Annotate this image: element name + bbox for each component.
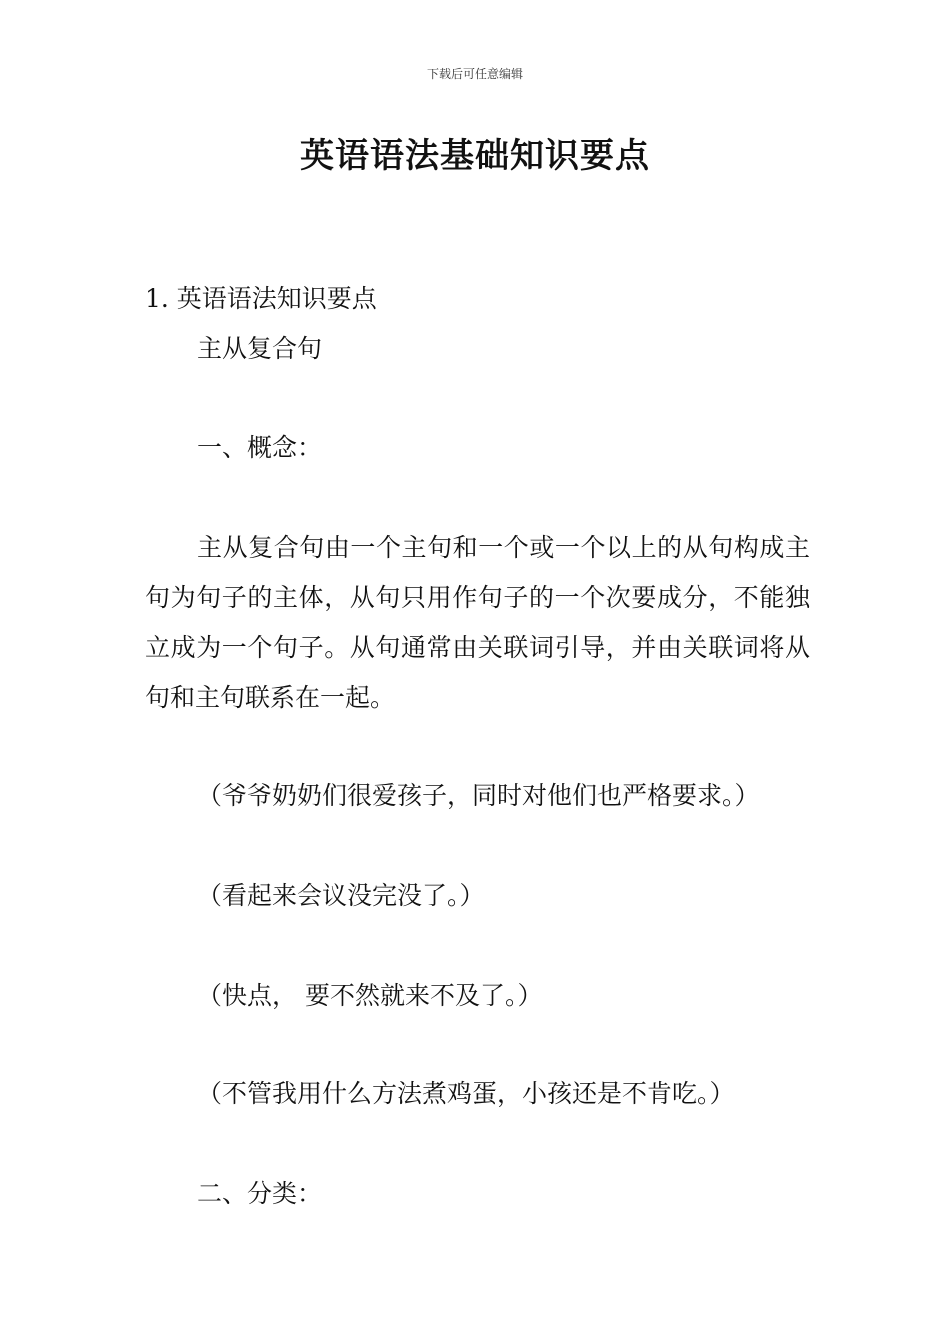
section-heading: 1. 英语语法知识要点 (145, 284, 377, 313)
example-sentence: （快点， 要不然就来不及了。） (197, 981, 543, 1010)
concept-heading: 一、概念： (197, 433, 323, 462)
example-sentence: （看起来会议没完没了。） (197, 881, 485, 910)
document-title: 英语语法基础知识要点 (300, 136, 650, 176)
concept-paragraph: 主从复合句由一个主句和一个或一个以上的从句构成主句为句子的主体，从句只用作句子的一个次要成分，不能独立成为一个句子。从句通常由关联词引导，并由关联词将从句和主句联系在一起。 (145, 533, 810, 712)
example-sentence: （爷爷奶奶们很爱孩子，同时对他们也严格要求。） (197, 781, 760, 810)
example-sentence: （不管我用什么方法煮鸡蛋，小孩还是不肯吃。） (197, 1079, 735, 1108)
page-header-note: 下载后可任意编辑 (426, 67, 523, 81)
classification-heading: 二、分类： (197, 1179, 323, 1208)
subheading-complex-sentence: 主从复合句 (197, 334, 323, 363)
